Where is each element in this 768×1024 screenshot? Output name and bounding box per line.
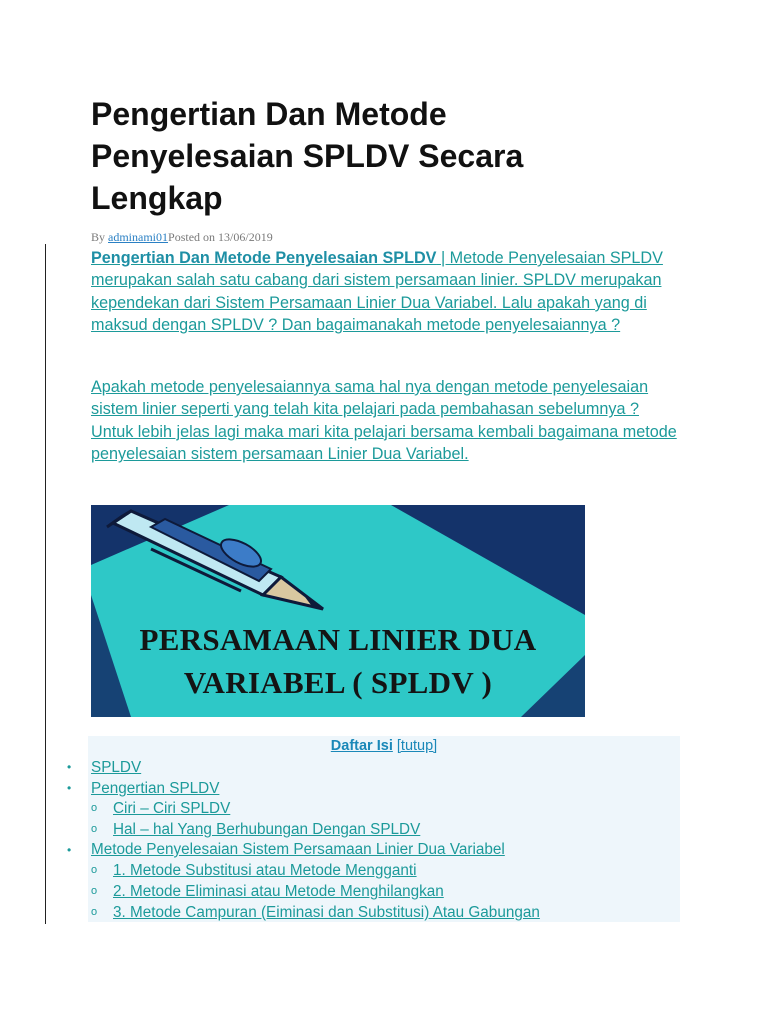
- toc-toggle[interactable]: [tutup]: [396, 738, 438, 754]
- second-paragraph[interactable]: Apakah metode penyelesaiannya sama hal nya dengan metode penyelesaian sistem linier seperti yang telah kita pelajari pada pembahasan sebelumnya ? Untuk lebih jelas lagi maka mari kita pelajari bersama kembali bagaimana metode penyelesaian sistem persamaan Linier Dua Variabel.: [91, 378, 677, 464]
- posted-date: Posted on 13/06/2019: [168, 230, 273, 244]
- banner-line-2: VARIABEL ( SPLDV ): [183, 665, 493, 700]
- circle-bullet-icon: o: [91, 885, 98, 897]
- toc-header: [88, 738, 680, 754]
- bullet-icon: •: [67, 781, 72, 795]
- byline-prefix: By: [91, 230, 109, 244]
- toc-item-pengertian[interactable]: Pengertian SPLDV: [91, 780, 220, 797]
- toc-item-metode[interactable]: Metode Penyelesaian Sistem Persamaan Linier Dua Variabel: [91, 841, 505, 858]
- bullet-icon: •: [67, 843, 72, 857]
- banner-line-1: PERSAMAAN LINIER DUA: [139, 622, 537, 657]
- pencil-icon: [107, 511, 323, 609]
- intro-paragraph[interactable]: [91, 247, 681, 337]
- circle-bullet-icon: o: [91, 906, 98, 918]
- intro-text[interactable]: | Metode Penyelesaian SPLDV merupakan salah satu cabang dari sistem persamaan linier. SPLDV merupakan kependekan dari Sistem Persamaan Linier Dua Variabel. Lalu apakah yang di maksud dengan SPLDV ? Dan bagaimanakah metode penyelesaiannya ?: [91, 249, 663, 335]
- byline: [91, 230, 273, 245]
- toc-item-eliminasi[interactable]: 2. Metode Eliminasi atau Metode Menghilangkan: [113, 883, 444, 900]
- bullet-icon: •: [67, 760, 72, 774]
- circle-bullet-icon: o: [91, 823, 98, 835]
- circle-bullet-icon: o: [91, 802, 98, 814]
- toc-item-spldv[interactable]: SPLDV: [91, 759, 142, 776]
- intro-bold-title[interactable]: Pengertian Dan Metode Penyelesaian SPLDV: [91, 249, 437, 267]
- toc-item-ciri[interactable]: Ciri – Ciri SPLDV: [113, 800, 231, 817]
- author-link[interactable]: adminami01: [108, 230, 169, 244]
- toc-item-hal[interactable]: Hal – hal Yang Berhubungan Dengan SPLDV: [113, 821, 421, 838]
- toc-title: Daftar Isi: [330, 738, 393, 754]
- page-title: Pengertian Dan Metode Penyelesaian SPLDV Secara Lengkap: [91, 96, 524, 216]
- margin-line: [45, 244, 46, 924]
- circle-bullet-icon: o: [91, 864, 98, 876]
- toc-item-campuran[interactable]: 3. Metode Campuran (Eiminasi dan Substitusi) Atau Gabungan: [113, 904, 540, 921]
- toc-item-substitusi[interactable]: 1. Metode Substitusi atau Metode Mengganti: [113, 862, 417, 879]
